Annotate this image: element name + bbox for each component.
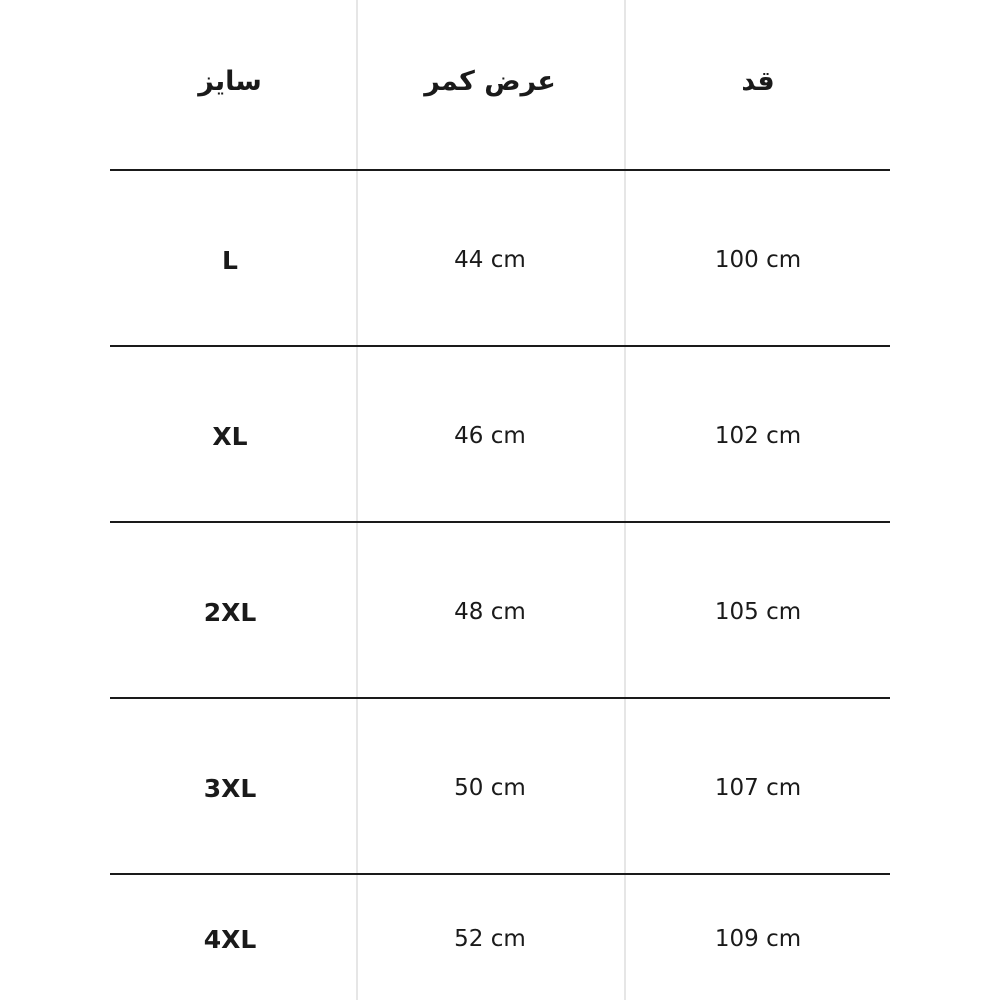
cell-size: XL bbox=[212, 421, 248, 451]
cell-size: L bbox=[222, 245, 238, 275]
cell-size: 3XL bbox=[203, 773, 257, 803]
column-divider bbox=[624, 0, 626, 1000]
cell-size: 2XL bbox=[203, 597, 257, 627]
cell-waist-width: 46 cm bbox=[454, 423, 526, 449]
header-height: قد bbox=[741, 65, 775, 97]
cell-height: 102 cm bbox=[714, 423, 802, 449]
cell-waist-width: 50 cm bbox=[454, 775, 526, 801]
header-size: سایز bbox=[198, 65, 262, 97]
row-divider bbox=[110, 345, 890, 347]
cell-size: 4XL bbox=[203, 924, 257, 954]
column-divider bbox=[356, 0, 358, 1000]
cell-waist-width: 48 cm bbox=[454, 599, 526, 625]
header-waist-width: عرض کمر bbox=[424, 65, 556, 97]
cell-height: 100 cm bbox=[714, 247, 802, 273]
row-divider bbox=[110, 521, 890, 523]
row-divider bbox=[110, 169, 890, 171]
cell-height: 109 cm bbox=[714, 926, 802, 952]
cell-waist-width: 52 cm bbox=[454, 926, 526, 952]
row-divider bbox=[110, 873, 890, 875]
cell-waist-width: 44 cm bbox=[454, 247, 526, 273]
cell-height: 107 cm bbox=[714, 775, 802, 801]
cell-height: 105 cm bbox=[714, 599, 802, 625]
row-divider bbox=[110, 697, 890, 699]
